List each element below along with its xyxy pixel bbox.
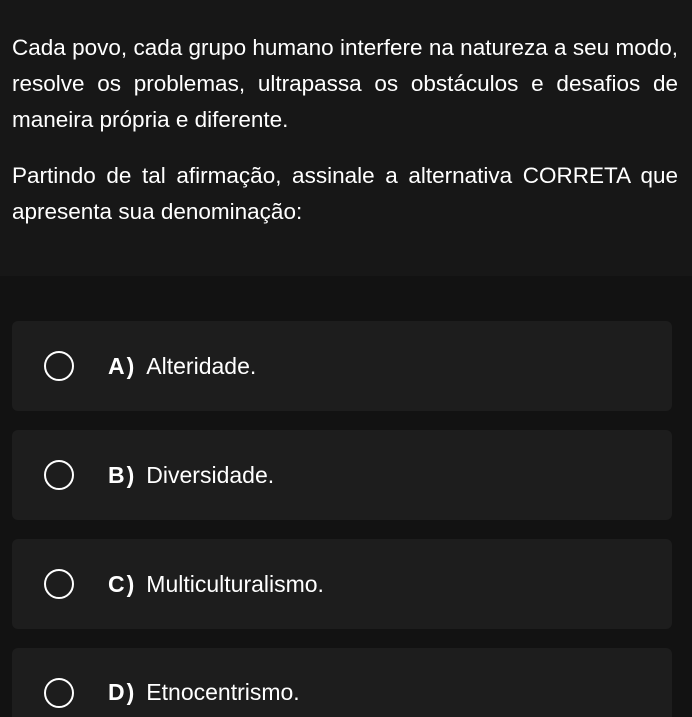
option-text: Alteridade. bbox=[146, 352, 257, 379]
radio-button-icon[interactable] bbox=[44, 460, 74, 490]
question-panel bbox=[0, 0, 692, 276]
question-statement: Cada povo, cada grupo humano interfere na natureza a seu modo, resolve os problemas, ultrapassa os obstáculos e desafios de maneira própria e diferente. bbox=[12, 35, 678, 132]
option-letter: A bbox=[108, 352, 125, 379]
option-paren: ) bbox=[126, 352, 135, 379]
option-b[interactable] bbox=[12, 430, 672, 520]
radio-button-icon[interactable] bbox=[44, 569, 74, 599]
option-paren: ) bbox=[126, 461, 135, 488]
option-letter: B bbox=[108, 461, 125, 488]
radio-button-icon[interactable] bbox=[44, 351, 74, 381]
option-letter: D bbox=[108, 679, 125, 705]
option-c[interactable] bbox=[12, 539, 672, 629]
option-d[interactable] bbox=[12, 648, 672, 717]
option-paren: ) bbox=[126, 679, 135, 705]
question-instruction: Partindo de tal afirmação, assinale a alternativa CORRETA que apresenta sua denominação: bbox=[12, 163, 678, 224]
option-a[interactable] bbox=[12, 321, 672, 411]
radio-button-icon[interactable] bbox=[44, 678, 74, 708]
option-text: Multiculturalismo. bbox=[146, 570, 324, 597]
option-text: Etnocentrismo. bbox=[146, 679, 300, 705]
option-text: Diversidade. bbox=[146, 461, 275, 488]
option-letter: C bbox=[108, 570, 125, 597]
option-paren: ) bbox=[126, 570, 135, 597]
